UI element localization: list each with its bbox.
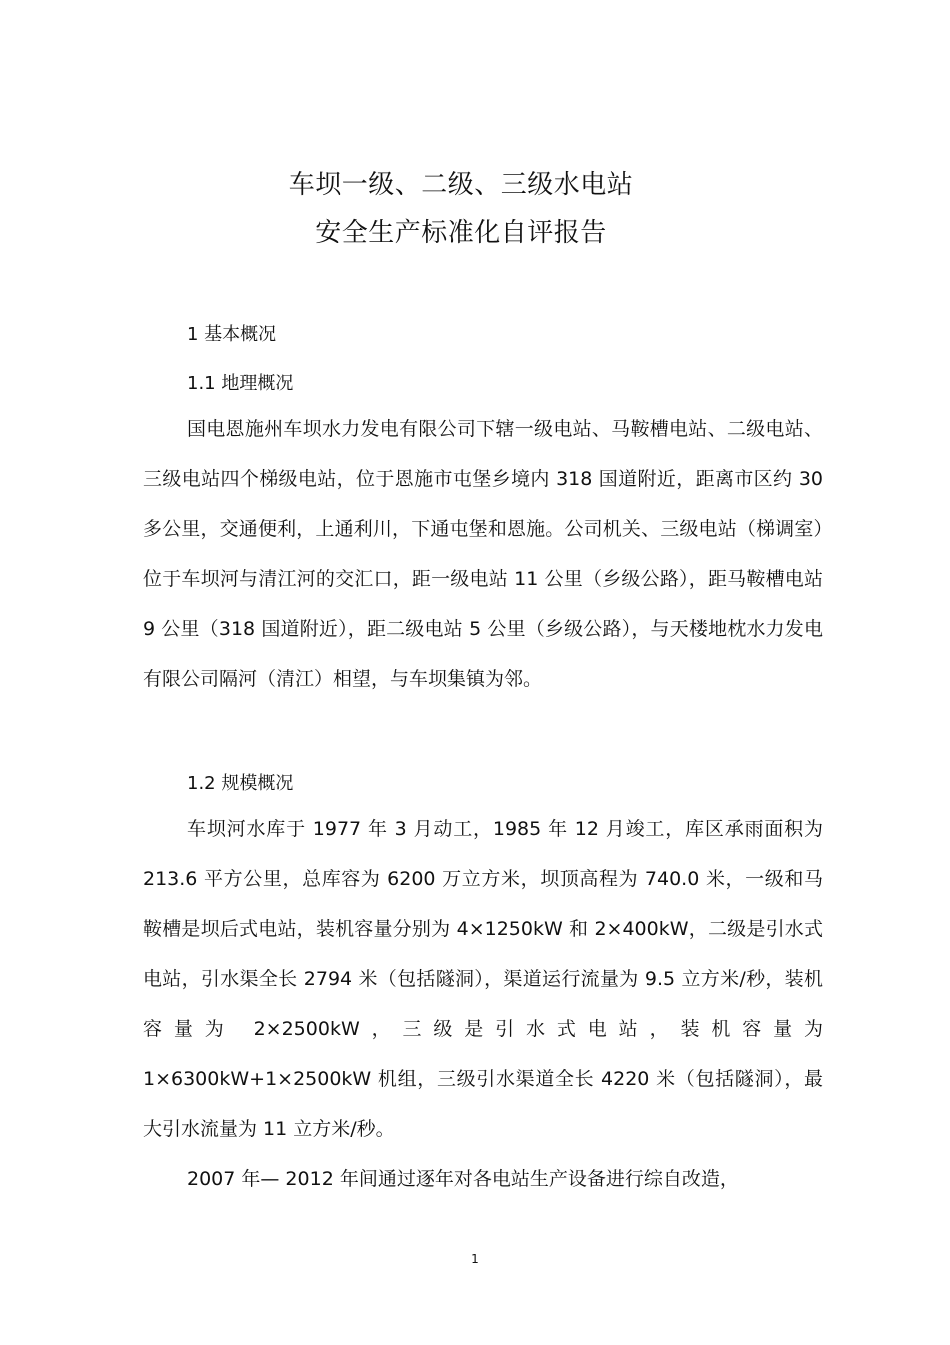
section-heading-1: 1 基本概况 — [187, 324, 277, 345]
page-number: 1 — [471, 1252, 479, 1266]
section-heading-1-2: 1.2 规模概况 — [187, 773, 294, 794]
paragraph-geography: 国电恩施州车坝水力发电有限公司下辖一级电站、马鞍槽电站、二级电站、三级电站四个梯级电站，位于恩施市屯堡乡境内 318 国道附近，距离市区约 30 多公里，交通便利，上通利川，下通屯堡和恩施。公司机关、三级电站（梯调室）位于车坝河与清江河的交汇口，距一级电站 11 公里（乡级公路），距马鞍槽电站 9 公里（318 国道附近），距二级电站 5 公里（乡级公路），与天楼地枕水力发电有限公司隔河（清江）相望，与车坝集镇为邻。 — [143, 418, 823, 690]
section-heading-1-1: 1.1 地理概况 — [187, 373, 294, 394]
document-title-line1: 车坝一级、二级、三级水电站 — [288, 170, 634, 200]
paragraph-renovation: 2007 年— 2012 年间通过逐年对各电站生产设备进行综自改造， — [187, 1168, 739, 1190]
document-title-line2: 安全生产标准化自评报告 — [315, 218, 607, 248]
paragraph-scale: 车坝河水库于 1977 年 3 月动工，1985 年 12 月竣工，库区承雨面积为 213.6 平方公里，总库容为 6200 万立方米，坝顶高程为 740.0 米，一级和马鞍槽是坝后式电站，装机容量分别为 4×1250kW 和 2×400kW，二级是引水式电站，引水渠全长 2794 米（包括隧洞），渠道运行流量为 9.5 立方米/秒，装机容量为 2×2500kW，三级是引水式电站，装机容量为 1×6300kW+1×2500kW 机组，三级引水渠道全长 4220 米（包括隧洞），最大引水流量为 11 立方米/秒。 — [143, 818, 823, 1140]
